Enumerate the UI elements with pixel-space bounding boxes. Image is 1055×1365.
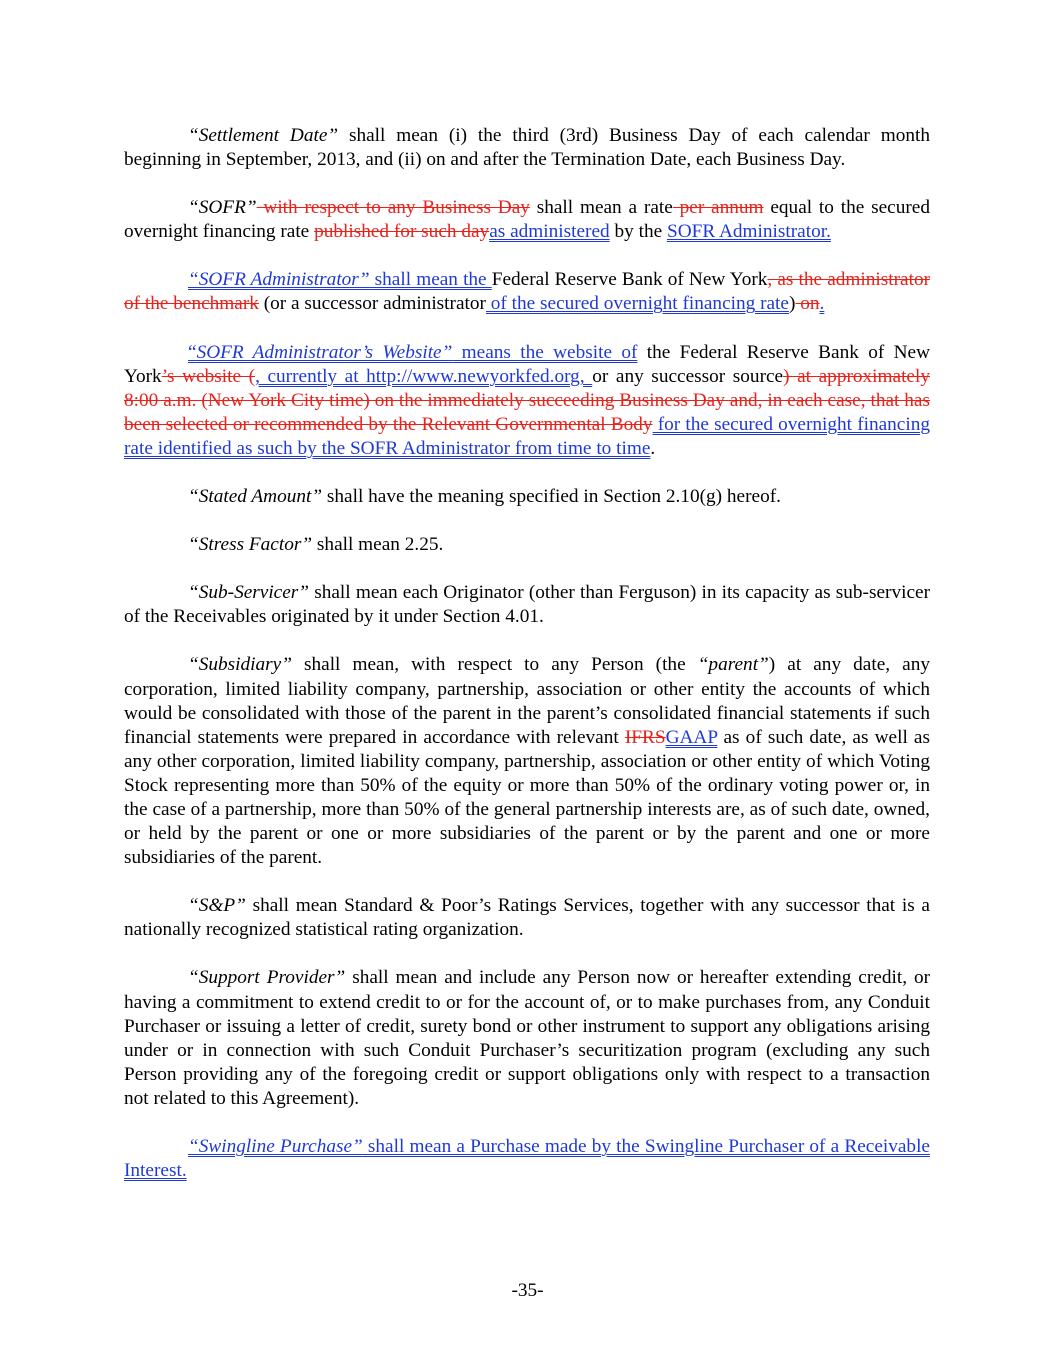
body-text: shall mean and include any Person now or hereafter extending credit, or having a commitment to extend credit to or for the account of, or to make purchases from, any Conduit Purchaser or issuing a letter of credit, surety bond or other instrument to support any obligations arising under or in connection with such Conduit Purchaser’s securitization program (excluding any such Person providing any of the foregoing credit or support obligations only with respect to a transaction not related to this Agreement). <box>124 967 931 1109</box>
definition-settlement-date <box>124 124 930 172</box>
body-text: (or a successor administrator <box>258 293 486 315</box>
body-text: shall mean (i) the third (3rd) Business Day of each calendar month beginning in September, 2013, and (ii) on and after the Termination Date, each Business Day. <box>124 125 930 171</box>
body-text: as of such date, as well as any other corporation, limited liability company, partnership, association or other entity of which Voting Stock representing more than 50% of the equity or more than 50% of the ordinary voting power or, in the case of a partnership, more than 50% of the general partnership interests are, as of such date, owned, or held by the parent or one or more subsidiaries of the parent or by the parent and one or more subsidiaries of the parent. <box>124 726 930 869</box>
defined-term: “Settlement Date” <box>188 125 339 146</box>
defined-term: “Stated Amount” <box>188 486 323 508</box>
inserted-text: SOFR Administrator. <box>666 221 831 243</box>
deleted-text: IFRS <box>624 726 666 748</box>
definition-sp <box>124 894 930 942</box>
deleted-text: , as the administrator of the benchmark <box>124 269 930 315</box>
document-page <box>124 124 930 1183</box>
body-text: shall have the meaning specified in Section 2.10(g) hereof. <box>322 486 781 508</box>
inserted-text: , currently at http://www.newyorkfed.org, <box>255 365 593 387</box>
inserted-text: “ <box>188 341 197 363</box>
inserted-text: means the website of <box>452 341 638 363</box>
deleted-text: per annum <box>672 197 764 219</box>
inserted-text: shall mean a Purchase made by the Swingline Purchaser of a Receivable Interest. <box>124 1136 930 1182</box>
defined-term: “SOFR” <box>188 197 257 219</box>
inserted-text: as administered <box>489 221 610 243</box>
defined-term: “Subsidiary” <box>188 654 292 676</box>
inserted-defined-term: “SOFR Administrator” <box>188 269 370 291</box>
defined-term: “parent” <box>697 654 769 676</box>
body-text: by the <box>609 221 667 243</box>
inserted-text: shall mean the <box>369 269 492 291</box>
defined-term: “Sub-Servicer” <box>188 582 310 604</box>
deleted-text: published for such day <box>314 221 490 243</box>
body-text: shall mean 2.25. <box>312 534 444 556</box>
definition-stress-factor <box>124 533 930 557</box>
definition-sofr-administrator <box>124 268 930 316</box>
body-text: shall mean Standard & Poor’s Ratings Services, together with any successor that is a nationally recognized statistical rating organization. <box>124 895 930 941</box>
defined-term: “S&P” <box>188 895 246 917</box>
inserted-text: . <box>819 293 825 315</box>
deleted-text: ’s website ( <box>161 365 256 387</box>
defined-term: “Support Provider” <box>188 967 346 989</box>
body-text: . <box>650 437 656 459</box>
definition-support-provider <box>124 966 930 1111</box>
deleted-text: ) at approximately 8:00 a.m. (New York City time) on the immediately succeeding Business Day and, in each case, that has been selected or recommended by the Relevant Governmental Body <box>124 365 930 435</box>
body-text: the Federal Reserve Bank of New York <box>124 341 930 387</box>
definition-stated-amount <box>124 485 930 509</box>
body-text: or any successor source <box>592 365 784 387</box>
body-text: shall mean each Originator (other than Ferguson) in its capacity as sub-servicer of the Receivables originated by it under Section 4.01. <box>124 582 930 628</box>
deleted-text: on <box>795 293 820 315</box>
inserted-text: for the secured overnight financing rate identified as such by the SOFR Administrator from time to time <box>124 413 931 459</box>
inserted-defined-term: SOFR Administrator’s Website” <box>196 341 453 363</box>
body-text: ) <box>788 293 796 315</box>
body-text: equal to the secured overnight financing rate <box>124 197 930 243</box>
definition-subsidiary <box>124 653 930 870</box>
page-number: -35- <box>511 1280 544 1301</box>
body-text: ) at any date, any corporation, limited liability company, partnership, association or other entity the accounts of which would be consolidated with those of the parent in the parent’s consolidated financial statements if such financial statements were prepared in accordance with relevant <box>124 654 930 748</box>
definition-swingline-purchase <box>124 1135 930 1183</box>
deleted-text: with respect to any Business Day <box>256 197 530 219</box>
body-text: shall mean a rate <box>529 197 673 219</box>
inserted-defined-term: “Swingline Purchase” <box>188 1136 363 1157</box>
defined-term: “Stress Factor” <box>188 534 313 556</box>
body-text: shall mean, with respect to any Person (the <box>291 654 698 676</box>
definition-sub-servicer <box>124 581 930 629</box>
inserted-text: of the secured overnight financing rate <box>485 293 789 315</box>
inserted-text: GAAP <box>665 726 718 748</box>
body-text: Federal Reserve Bank of New York <box>491 269 768 291</box>
definition-sofr <box>124 196 930 244</box>
definition-sofr-administrators-website <box>124 341 930 461</box>
